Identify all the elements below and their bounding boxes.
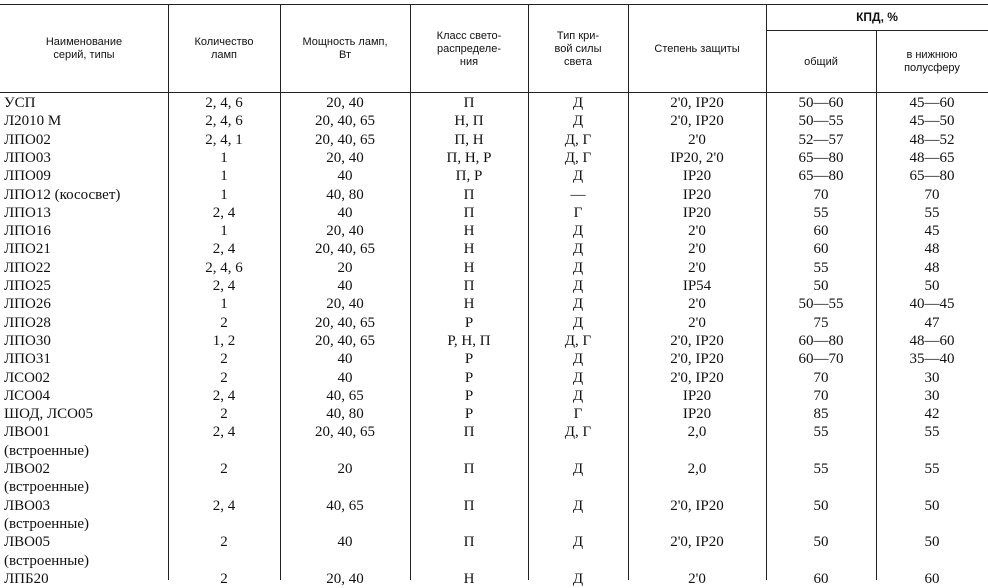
kpd-total: 50—55: [798, 296, 844, 313]
kpd-lower: 60: [924, 570, 940, 587]
series-name: ЛПО03: [4, 149, 51, 166]
lamp-power: 20, 40, 65: [315, 113, 375, 130]
protection-degree: 2'0: [688, 223, 706, 240]
kpd-lower: 42: [924, 406, 940, 423]
kpd-lower: 47: [924, 314, 940, 331]
kpd-lower: 50: [924, 534, 940, 551]
kpd-total: 50—55: [798, 113, 844, 130]
header-power: Мощность ламп, Вт: [302, 36, 388, 61]
lamp-count: 2, 4: [212, 278, 236, 294]
table-row: [0, 497, 988, 515]
protection-degree: [628, 552, 766, 570]
lamp-power: 40: [337, 204, 353, 221]
series-name: ЛПО09: [4, 168, 51, 185]
lamp-power: 40: [337, 168, 353, 185]
table-row: [0, 387, 988, 405]
curve-type: Д: [572, 351, 584, 368]
distribution-class: П, Н, Р: [446, 149, 492, 166]
lamp-count: 2: [220, 461, 228, 477]
protection-degree: 2'0, IP20: [670, 95, 724, 111]
protection-degree: IP20, 2'0: [670, 149, 724, 166]
lamp-count: 2, 4, 6: [205, 113, 243, 130]
lamp-count: 2, 4, 6: [205, 95, 243, 111]
kpd-lower: [876, 552, 988, 570]
series-name: ЛПО30: [4, 332, 51, 349]
lamp-count: 2, 4, 6: [205, 259, 243, 276]
curve-type: [528, 552, 628, 570]
curve-type: Д: [572, 241, 584, 258]
header-kpd-total: общий: [804, 55, 838, 68]
lamp-count: 2: [220, 369, 228, 386]
curve-type: Д: [572, 259, 584, 276]
table-row: [0, 186, 988, 204]
kpd-lower: [876, 515, 988, 533]
distribution-class: Н: [463, 223, 475, 240]
curve-type: Д: [572, 570, 584, 587]
protection-degree: IP20: [682, 387, 712, 404]
curve-type: Д: [572, 113, 584, 130]
lamp-count: 1, 2: [212, 332, 236, 349]
distribution-class: П, Н: [454, 131, 484, 148]
lamp-count: 2, 4: [212, 204, 236, 221]
lamp-power: 20, 40, 65: [315, 314, 375, 331]
table-row: [0, 350, 988, 368]
lamp-power: 20, 40, 65: [315, 131, 375, 148]
kpd-lower: 55: [924, 461, 940, 477]
distribution-class: [410, 515, 528, 533]
lamp-count: [168, 552, 280, 570]
curve-type: Д, Г: [564, 131, 592, 148]
kpd-lower: 55: [924, 204, 940, 221]
curve-type: Д: [572, 278, 584, 294]
curve-type: Г: [573, 406, 583, 423]
kpd-lower: [876, 442, 988, 460]
kpd-lower: 50: [924, 278, 940, 294]
distribution-class: П: [463, 424, 475, 441]
kpd-total: [766, 478, 876, 496]
kpd-total: 60: [813, 223, 829, 240]
lamp-power: 20, 40: [326, 296, 364, 313]
protection-degree: 2'0: [688, 259, 706, 276]
curve-type: Д: [572, 223, 584, 240]
header-name: Наименование серий, типы: [45, 36, 123, 61]
kpd-total: 55: [813, 259, 829, 276]
series-name: ЛВО01: [4, 424, 51, 441]
series-name: ЛПО02: [4, 131, 51, 148]
curve-type: Д: [572, 387, 584, 404]
kpd-lower: 65—80: [909, 168, 955, 185]
header-curve: Тип кри- вой силы света: [554, 29, 602, 68]
kpd-total: 52—57: [798, 131, 844, 148]
series-name: ЛПО25: [4, 278, 51, 294]
header-bottom-rule: [0, 92, 988, 93]
distribution-class: П: [463, 204, 475, 221]
curve-type: [528, 478, 628, 496]
kpd-lower: 70: [924, 186, 940, 203]
lamp-count: 2: [220, 351, 228, 368]
series-name: ЛПО16: [4, 223, 51, 240]
lamp-count: [168, 478, 280, 496]
lamp-power: [280, 442, 410, 460]
lamp-count: [168, 515, 280, 533]
distribution-class: П: [463, 278, 475, 294]
table-row: [0, 423, 988, 441]
kpd-lower: 45—50: [909, 113, 955, 130]
series-name: ЛПО21: [4, 241, 51, 258]
lamp-power: 20, 40: [326, 95, 364, 111]
table-row: [0, 112, 988, 130]
curve-type: Д: [572, 168, 584, 185]
kpd-total: 60—70: [798, 351, 844, 368]
protection-degree: IP20: [682, 186, 712, 203]
curve-type: Д: [572, 534, 584, 551]
lamp-count: 2: [220, 570, 228, 587]
protection-degree: 2'0, IP20: [670, 497, 724, 514]
kpd-total: 85: [813, 406, 829, 423]
header-count: Количество ламп: [194, 36, 254, 61]
lamp-power: [280, 552, 410, 570]
table-row: [0, 167, 988, 185]
kpd-lower: 35—40: [909, 351, 955, 368]
series-name: ЛПО31: [4, 351, 51, 368]
series-name: ШОД, ЛСО05: [4, 406, 93, 423]
kpd-total: 65—80: [798, 149, 844, 166]
lamp-count: 2, 4, 1: [205, 131, 243, 148]
series-name: ЛВО03: [4, 497, 51, 514]
lamp-power: 20, 40: [326, 149, 364, 166]
lamp-power: 40, 65: [326, 497, 364, 514]
curve-type: Д: [572, 369, 584, 386]
table-row: [0, 222, 988, 240]
distribution-class: Н: [463, 570, 475, 587]
series-name: (встроенные): [4, 479, 90, 496]
protection-degree: [628, 478, 766, 496]
curve-type: Г: [573, 204, 583, 221]
kpd-total: 60: [813, 570, 829, 587]
lamp-power: 40, 65: [326, 387, 364, 404]
protection-degree: 2'0, IP20: [670, 369, 724, 386]
series-name: ЛПБ20: [4, 570, 49, 587]
lamp-power: [280, 515, 410, 533]
distribution-class: П: [463, 497, 475, 514]
curve-type: [528, 442, 628, 460]
series-name: Л2010 М: [4, 113, 62, 130]
lamp-count: 2, 4: [212, 241, 236, 258]
lamp-power: 20: [337, 461, 353, 477]
table-row: [0, 314, 988, 332]
kpd-total: 50: [813, 534, 829, 551]
kpd-lower: 45: [924, 223, 940, 240]
protection-degree: IP54: [682, 278, 712, 294]
table-row: [0, 515, 988, 533]
table-row: [0, 369, 988, 387]
curve-type: [528, 515, 628, 533]
curve-type: Д, Г: [564, 332, 592, 349]
kpd-total: 75: [813, 314, 829, 331]
lamp-power: 20, 40: [326, 223, 364, 240]
distribution-class: Р: [464, 387, 474, 404]
kpd-total: [766, 442, 876, 460]
kpd-total: [766, 552, 876, 570]
distribution-class: П, Р: [455, 168, 483, 185]
lamp-power: 20: [337, 259, 353, 276]
distribution-class: П: [463, 95, 475, 111]
kpd-total: 55: [813, 204, 829, 221]
kpd-lower: 48: [924, 259, 940, 276]
table-row: [0, 259, 988, 277]
lamp-power: 20, 40: [326, 570, 364, 587]
kpd-total: 70: [813, 186, 829, 203]
lamp-count: 2, 4: [212, 497, 236, 514]
distribution-class: [410, 552, 528, 570]
distribution-class: Н: [463, 241, 475, 258]
kpd-total: 70: [813, 369, 829, 386]
table-row: [0, 533, 988, 551]
lamp-power: 40: [337, 278, 353, 294]
protection-degree: 2'0: [688, 296, 706, 313]
kpd-total: 65—80: [798, 168, 844, 185]
lamp-power: [280, 478, 410, 496]
table-row: [0, 94, 988, 112]
kpd-lower: 50: [924, 497, 940, 514]
kpd-total: 55: [813, 424, 829, 441]
lamp-power: 20, 40, 65: [315, 241, 375, 258]
kpd-lower: 45—60: [909, 95, 955, 111]
table-row: [0, 478, 988, 496]
lamp-power: 20, 40, 65: [315, 332, 375, 349]
distribution-class: Н, П: [454, 113, 484, 130]
series-name: ЛПО12 (кососвет): [4, 186, 121, 203]
kpd-total: 60: [813, 241, 829, 258]
kpd-total: 60—80: [798, 332, 844, 349]
kpd-lower: 48—60: [909, 332, 955, 349]
distribution-class: П: [463, 534, 475, 551]
curve-type: Д: [572, 95, 584, 111]
curve-type: Д, Г: [564, 149, 592, 166]
distribution-class: Р: [464, 351, 474, 368]
lamp-count: 1: [220, 296, 228, 313]
protection-degree: 2'0, IP20: [670, 534, 724, 551]
series-name: (встроенные): [4, 442, 90, 459]
protection-degree: 2'0, IP20: [670, 113, 724, 130]
table-row: [0, 277, 988, 295]
kpd-lower: 48: [924, 241, 940, 258]
protection-degree: IP20: [682, 406, 712, 423]
header-class: Класс свето- распределе- ния: [436, 29, 502, 68]
protection-degree: [628, 515, 766, 533]
table-row: [0, 204, 988, 222]
header-kpd-lower: в нижнюю полусферу: [904, 49, 960, 74]
kpd-lower: 30: [924, 387, 940, 404]
series-name: ЛПО26: [4, 296, 51, 313]
distribution-class: Р: [464, 369, 474, 386]
protection-degree: IP20: [682, 204, 712, 221]
lamp-power: 40, 80: [326, 406, 364, 423]
protection-degree: 2,0: [687, 424, 707, 441]
protection-degree: 2'0, IP20: [670, 351, 724, 368]
series-name: ЛВО05: [4, 534, 51, 551]
lamp-count: 1: [220, 149, 228, 166]
distribution-class: Н: [463, 296, 475, 313]
kpd-total: [766, 515, 876, 533]
kpd-lower: 48—65: [909, 149, 955, 166]
series-name: ЛПО28: [4, 314, 51, 331]
lamp-count: 1: [220, 186, 228, 203]
protection-degree: 2'0, IP20: [670, 332, 724, 349]
protection-degree: 2'0: [688, 314, 706, 331]
series-name: УСП: [4, 95, 36, 111]
series-name: ЛПО22: [4, 259, 51, 276]
lamp-power: 40: [337, 369, 353, 386]
protection-degree: 2'0: [688, 241, 706, 258]
series-name: (встроенные): [4, 515, 90, 532]
protection-degree: 2,0: [687, 461, 707, 477]
table-row: [0, 442, 988, 460]
table-row: [0, 295, 988, 313]
distribution-class: [410, 442, 528, 460]
kpd-total: 55: [813, 461, 829, 477]
series-name: ЛСО02: [4, 369, 51, 386]
protection-degree: [628, 442, 766, 460]
distribution-class: Р: [464, 406, 474, 423]
series-name: ЛСО04: [4, 387, 51, 404]
kpd-subheader-rule: [766, 30, 988, 31]
lamp-count: [168, 442, 280, 460]
lamp-power: 20, 40, 65: [315, 424, 375, 441]
kpd-lower: 48—52: [909, 131, 955, 148]
protection-degree: 2'0: [688, 570, 706, 587]
kpd-total: 50: [813, 497, 829, 514]
lamp-count: 2: [220, 314, 228, 331]
lamp-power: 40: [337, 534, 353, 551]
lamp-count: 1: [220, 223, 228, 240]
lamp-count: 1: [220, 168, 228, 185]
protection-degree: IP20: [682, 168, 712, 185]
kpd-lower: [876, 478, 988, 496]
distribution-class: Р: [464, 314, 474, 331]
distribution-class: П: [463, 461, 475, 477]
curve-type: Д: [572, 497, 584, 514]
lamp-count: 2: [220, 406, 228, 423]
lamp-power: 40, 80: [326, 186, 364, 203]
table-row: [0, 332, 988, 350]
kpd-lower: 55: [924, 424, 940, 441]
curve-type: Д: [572, 461, 584, 477]
table-row: [0, 240, 988, 258]
table-row: [0, 570, 988, 588]
lamp-power: 40: [337, 351, 353, 368]
table-row: [0, 552, 988, 570]
kpd-lower: 30: [924, 369, 940, 386]
table-row: [0, 149, 988, 167]
lamp-count: 2: [220, 534, 228, 551]
curve-type: Д: [572, 296, 584, 313]
lamp-count: 2, 4: [212, 424, 236, 441]
kpd-total: 50: [813, 278, 829, 294]
curve-type: Д, Г: [564, 424, 592, 441]
series-name: ЛПО13: [4, 204, 51, 221]
header-kpd: КПД, %: [856, 9, 898, 24]
curve-type: Д: [572, 314, 584, 331]
header-protection: Степень защиты: [654, 42, 740, 55]
table-row: [0, 460, 988, 478]
distribution-class: Р, Н, П: [447, 332, 491, 349]
distribution-class: Н: [463, 259, 475, 276]
kpd-total: 50—60: [798, 95, 844, 111]
protection-degree: 2'0: [688, 131, 706, 148]
table-row: [0, 131, 988, 149]
series-name: ЛВО02: [4, 461, 51, 477]
curve-type: —: [570, 186, 586, 203]
series-name: (встроенные): [4, 552, 90, 569]
distribution-class: П: [463, 186, 475, 203]
table-row: [0, 405, 988, 423]
distribution-class: [410, 478, 528, 496]
kpd-total: 70: [813, 387, 829, 404]
lamp-count: 2, 4: [212, 387, 236, 404]
kpd-lower: 40—45: [909, 296, 955, 313]
